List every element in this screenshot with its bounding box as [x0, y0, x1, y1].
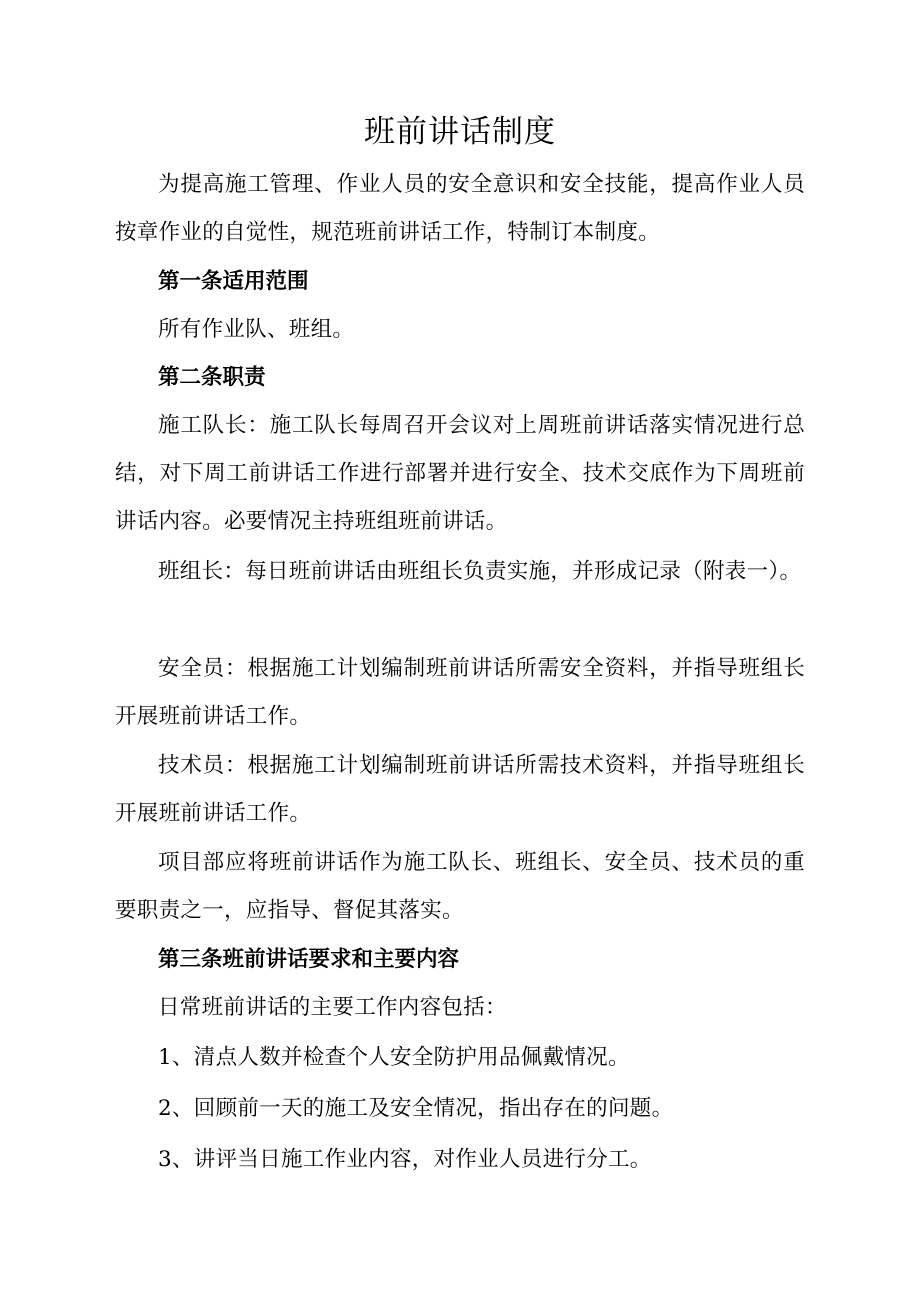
- article-2-technician-duty: 技术员：根据施工计划编制班前讲话所需技术资料，并指导班组长开展班前讲话工作。: [115, 753, 805, 826]
- intro-paragraph: 为提高施工管理、作业人员的安全意识和安全技能，提高作业人员按章作业的自觉性，规范班前讲话工作，特制订本制度。: [115, 172, 805, 245]
- article-2-captain-duty: 施工队长：施工队长每周召开会议对上周班前讲话落实情况进行总结，对下周工前讲话工作进行部署并进行安全、技术交底作为下周班前讲话内容。必要情况主持班组班前讲话。: [115, 413, 805, 534]
- article-2-team-leader-duty: 班组长：每日班前讲话由班组长负责实施，并形成记录（附表一）。: [158, 559, 802, 584]
- article-3-item-1: 1、清点人数并检查个人安全防护用品佩戴情况。: [158, 1045, 630, 1070]
- article-2-heading: 第二条职责: [158, 365, 266, 390]
- article-3-item-2: 2、回顾前一天的施工及安全情况，指出存在的问题。: [158, 1096, 674, 1121]
- article-2-safety-officer-duty: 安全员：根据施工计划编制班前讲话所需安全资料，并指导班组长开展班前讲话工作。: [115, 656, 805, 729]
- article-3-lead: 日常班前讲话的主要工作内容包括：: [158, 995, 507, 1020]
- article-1-body: 所有作业队、班组。: [158, 317, 355, 342]
- article-3-item-3: 3、讲评当日施工作业内容，对作业人员进行分工。: [158, 1147, 652, 1172]
- article-2-department-duty: 项目部应将班前讲话作为施工队长、班组长、安全员、技术员的重要职责之一，应指导、督促其落实。: [115, 850, 805, 923]
- document-title: 班前讲话制度: [364, 114, 556, 150]
- article-3-heading: 第三条班前讲话要求和主要内容: [158, 947, 460, 972]
- article-1-heading: 第一条适用范围: [158, 269, 309, 294]
